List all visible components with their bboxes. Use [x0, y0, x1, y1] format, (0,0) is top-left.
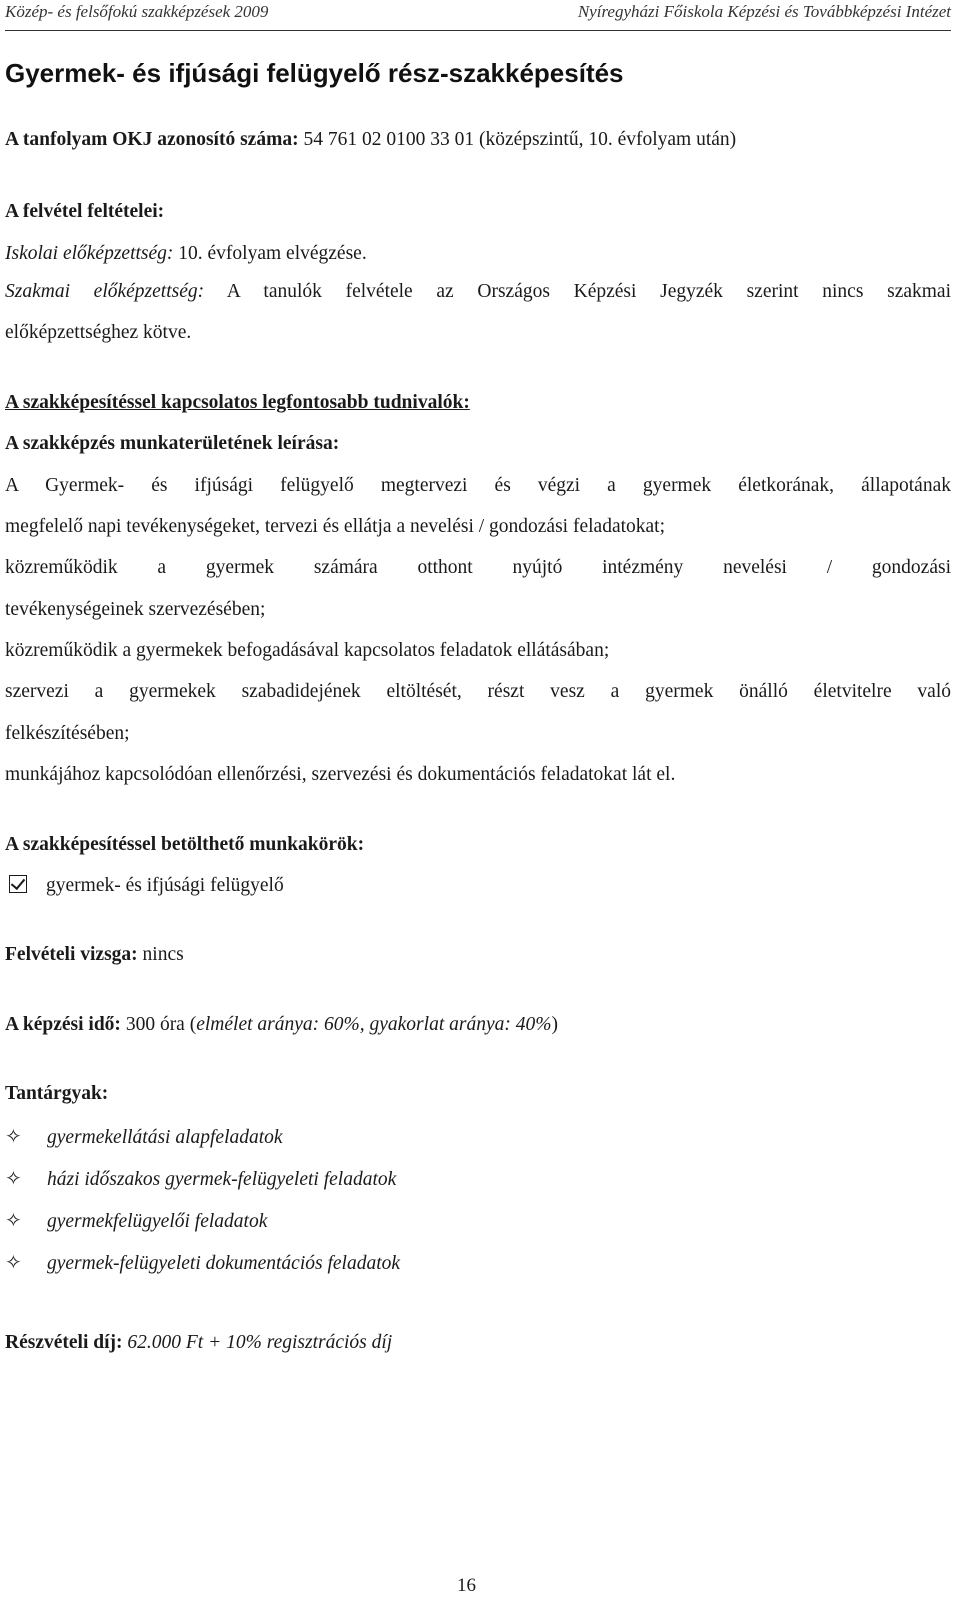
admission-heading: A felvétel feltételei:	[5, 201, 165, 222]
subject-item-label: gyermek-felügyeleti dokumentációs feladatok	[47, 1253, 401, 1274]
description-line: közreműködik a gyermekek befogadásával kapcsolatos feladatok ellátásában;	[5, 640, 610, 661]
diamond-star-bullet-icon: ✧	[5, 1124, 22, 1148]
checkbox-checked-icon	[9, 875, 27, 893]
description-line: munkájához kapcsolódóan ellenőrzési, szervezési és dokumentációs feladatokat lát el.	[5, 764, 676, 785]
subject-item	[5, 1207, 951, 1235]
fee-label: Részvételi díj:	[5, 1332, 123, 1353]
duration-value: 300 óra (	[120, 1014, 197, 1035]
duration-detail: elmélet aránya: 60%, gyakorlat aránya: 40%	[196, 1014, 552, 1035]
duration-label: A képzési idő:	[5, 1014, 121, 1035]
diamond-star-bullet-icon: ✧	[5, 1208, 22, 1232]
subject-item-label: gyermekfelügyelői feladatok	[47, 1211, 268, 1232]
page-number: 16	[457, 1575, 476, 1596]
diamond-star-bullet-icon: ✧	[5, 1166, 22, 1190]
job-item	[5, 873, 951, 899]
page-title: Gyermek- és ifjúsági felügyelő rész-szakképesítés	[5, 58, 624, 88]
header-right: Nyíregyházi Főiskola Képzési és Továbbképzési Intézet	[577, 2, 951, 21]
running-header	[5, 0, 951, 31]
description-line: felkészítésében;	[5, 723, 130, 744]
participation-fee	[5, 1330, 951, 1356]
subject-item-label: gyermekellátási alapfeladatok	[47, 1127, 283, 1148]
school-value: 10. évfolyam elvégzése.	[173, 243, 367, 264]
description-line: A Gyermek- és ifjúsági felügyelő megtervezi és végzi a gyermek életkorának, állapotának	[5, 475, 951, 496]
prof-label: Szakmai előképzettség:	[5, 281, 205, 302]
info-heading: A szakképesítéssel kapcsolatos legfontosabb tudnivalók:	[5, 392, 470, 413]
subject-item	[5, 1249, 951, 1277]
exam-value: nincs	[137, 944, 184, 965]
subject-item-label: házi időszakos gyermek-felügyeleti feladatok	[47, 1169, 397, 1190]
subject-item	[5, 1165, 951, 1193]
school-prerequisite	[5, 241, 951, 267]
entrance-exam	[5, 942, 951, 968]
diamond-star-bullet-icon: ✧	[5, 1250, 22, 1274]
jobs-heading: A szakképesítéssel betölthető munkakörök:	[5, 834, 365, 855]
duration-close: )	[551, 1014, 558, 1035]
fee-value: 62.000 Ft + 10% regisztrációs díj	[122, 1332, 393, 1353]
subjects-heading: Tantárgyak:	[5, 1083, 109, 1104]
description-line: közreműködik a gyermek számára otthont nyújtó intézmény nevelési / gondozási	[5, 557, 951, 578]
job-item-label: gyermek- és ifjúsági felügyelő	[46, 875, 284, 896]
subject-item	[5, 1123, 951, 1151]
training-duration	[5, 1012, 951, 1038]
description-line: tevékenységeinek szervezésében;	[5, 599, 266, 620]
description-line: szervezi a gyermekek szabadidejének eltöltését, részt vesz a gyermek önálló életvitelre való	[5, 681, 951, 702]
info-subheading: A szakképzés munkaterületének leírása:	[5, 433, 340, 454]
prof-value-1: A tanulók felvétele az Országos Képzési Jegyzék szerint nincs szakmai	[204, 281, 951, 302]
okj-label: A tanfolyam OKJ azonosító száma:	[5, 129, 299, 150]
okj-value: 54 761 02 0100 33 01 (középszintű, 10. évfolyam után)	[298, 129, 737, 150]
description-line: megfelelő napi tevékenységeket, tervezi és ellátja a nevelési / gondozási feladatokat;	[5, 516, 666, 537]
exam-label: Felvételi vizsga:	[5, 944, 138, 965]
school-label: Iskolai előképzettség:	[5, 243, 174, 264]
professional-prerequisite-line2: előképzettséghez kötve.	[5, 322, 192, 343]
okj-line	[5, 127, 951, 153]
professional-prerequisite-line1	[5, 279, 951, 305]
header-left: Közép- és felsőfokú szakképzések 2009	[5, 2, 269, 21]
